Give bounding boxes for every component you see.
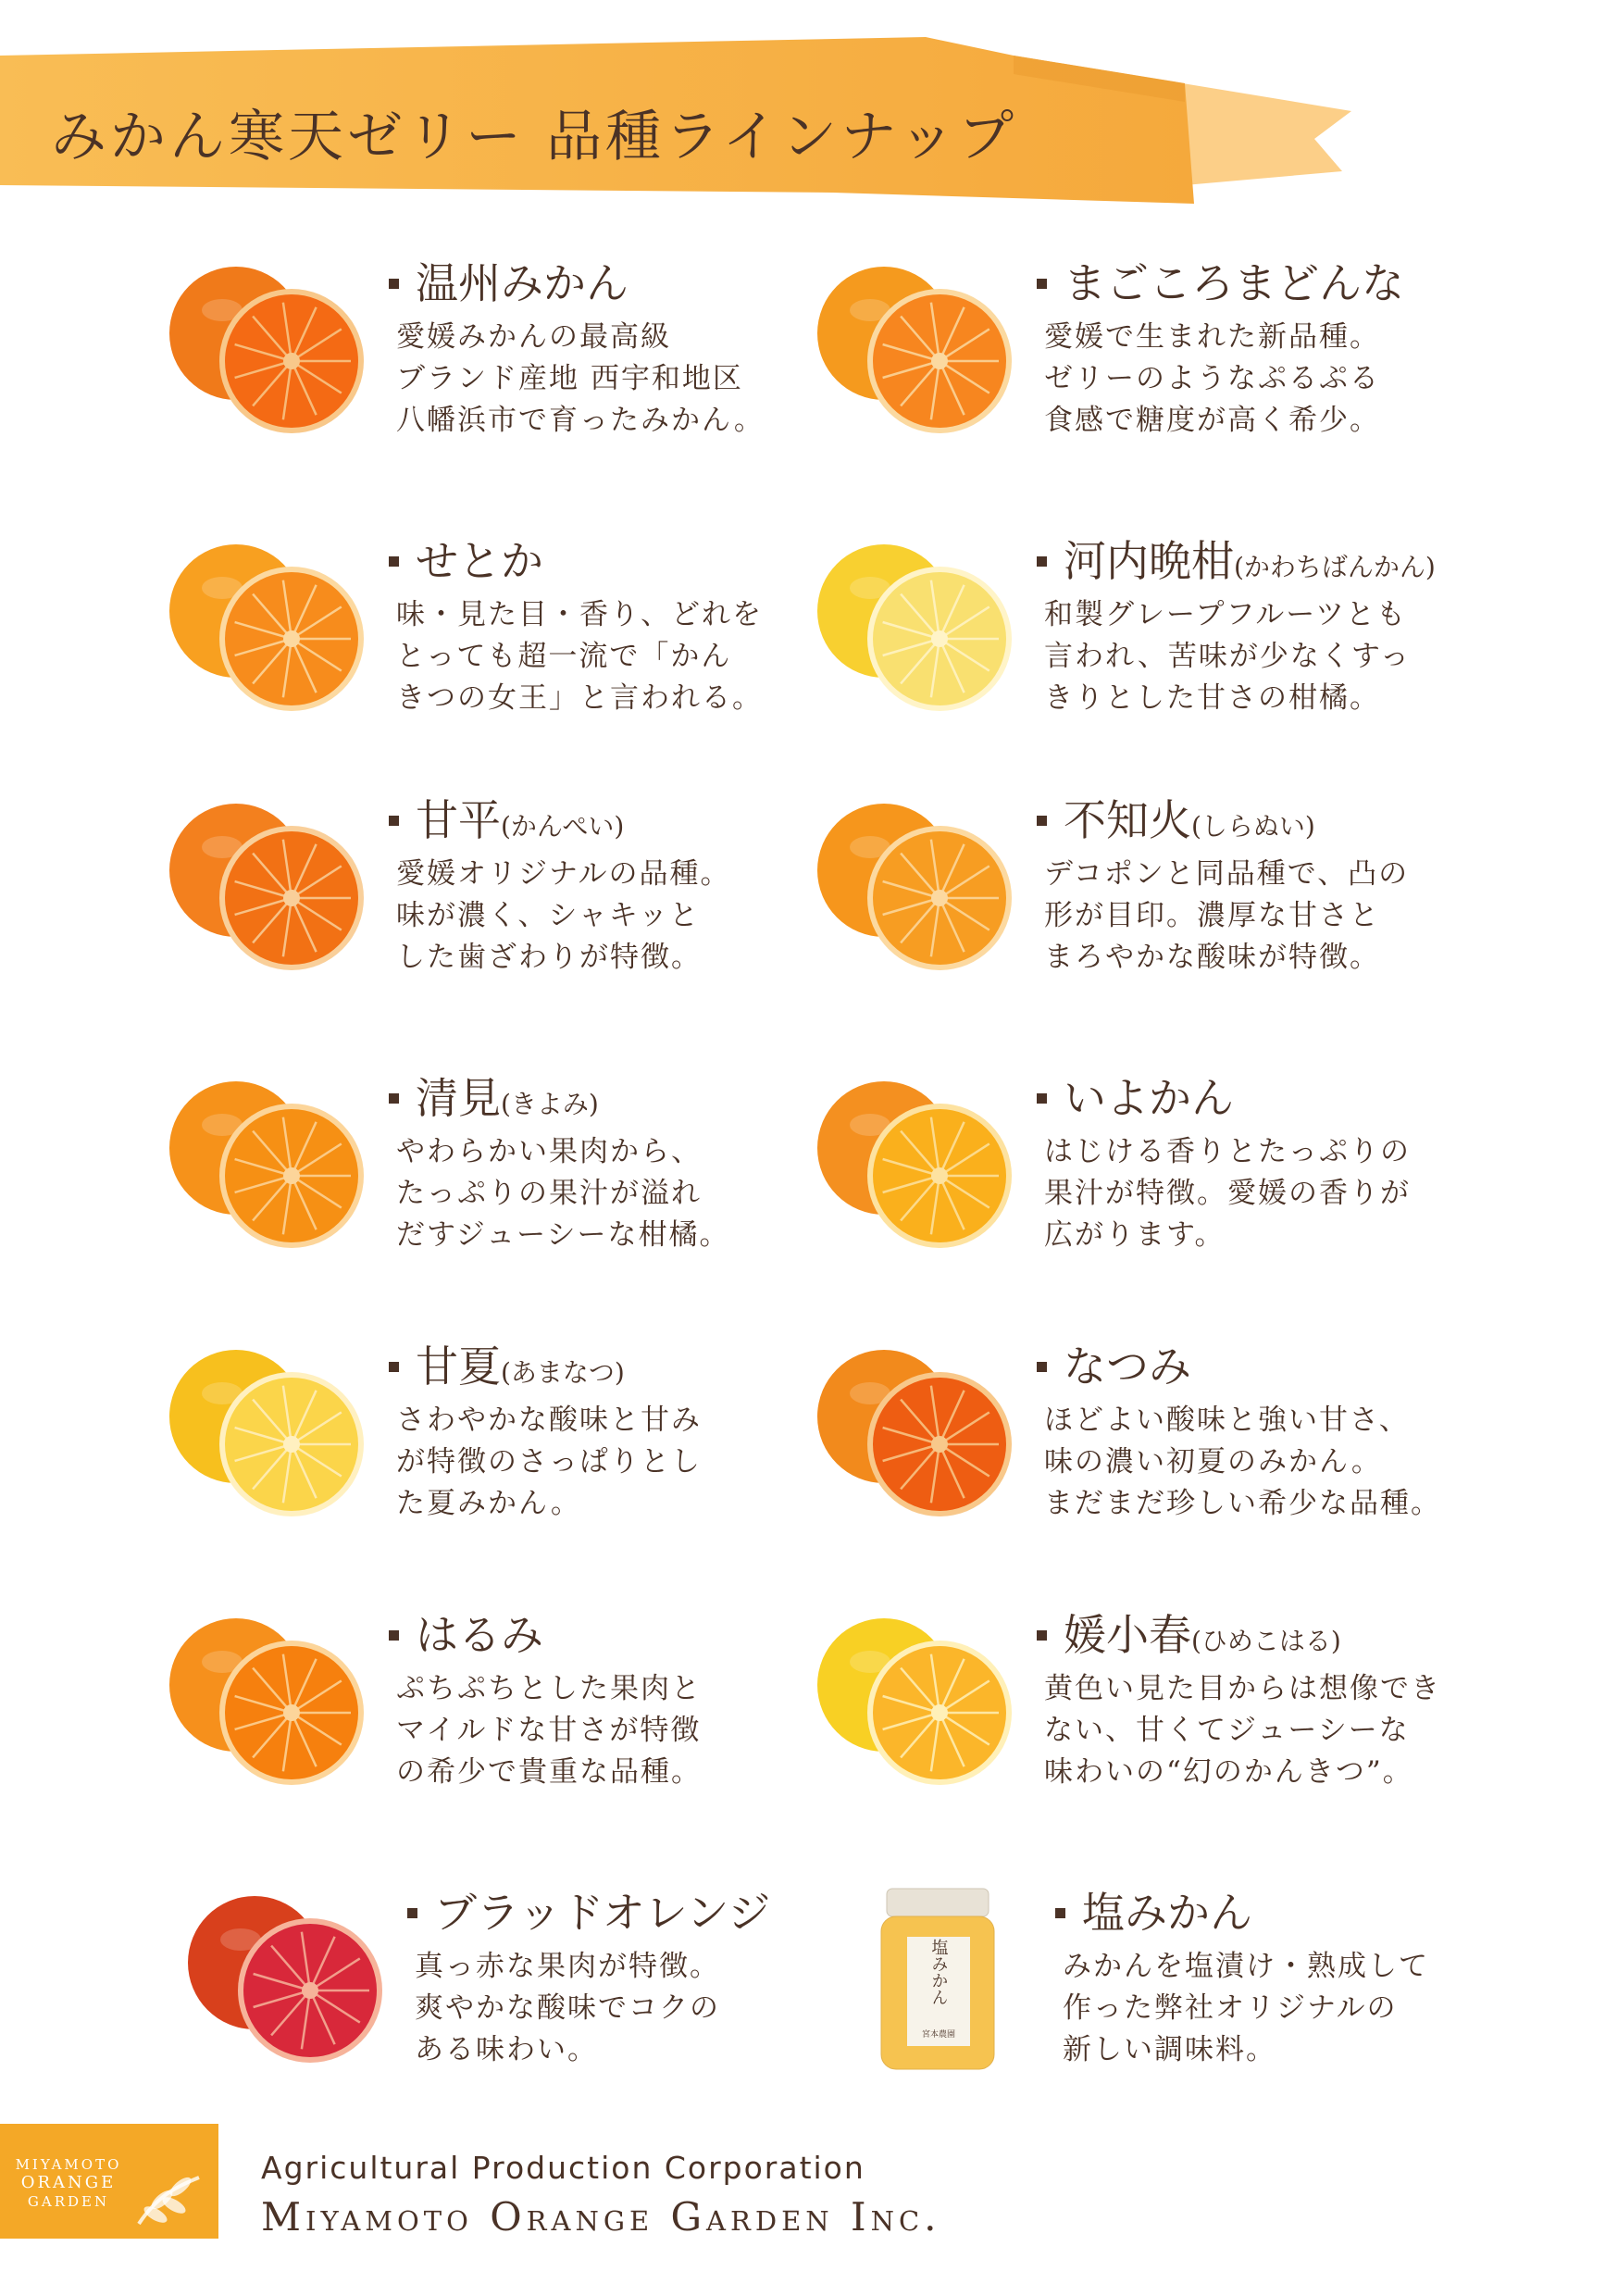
description-line: 味・見た目・香り、どれを <box>396 598 763 631</box>
description-line: はじける香りとたっぷりの <box>1044 1135 1411 1168</box>
bullet-icon <box>1055 1908 1065 1918</box>
bullet-icon <box>1037 1630 1047 1641</box>
description-line: デコポンと同品種で、凸の <box>1044 857 1410 891</box>
variety-description <box>396 594 763 719</box>
page-title: みかん寒天ゼリー 品種ラインナップ <box>51 105 1018 169</box>
description-line: 愛媛で生まれた新品種。 <box>1044 320 1380 354</box>
description-line: した歯ざわりが特徴。 <box>396 941 702 974</box>
variety-name: 甘平(かんぺい) <box>389 787 624 848</box>
description-line: 果汁が特徴。愛媛の香りが <box>1044 1177 1411 1210</box>
description-line: 形が目印。濃厚な甘さと <box>1044 899 1380 932</box>
description-line: マイルドな甘さが特徴 <box>396 1714 702 1747</box>
bullet-icon <box>407 1908 417 1918</box>
description-line: 八幡浜市で育ったみかん。 <box>396 404 765 437</box>
salt-mandarin-jar-icon <box>815 1879 1046 2083</box>
description-line: みかんを塩漬け・熟成して <box>1063 1950 1429 1983</box>
variety-item <box>796 1065 1592 1305</box>
variety-item <box>796 1333 1592 1574</box>
variety-name: なつみ <box>1037 1333 1191 1394</box>
description-line: ある味わい。 <box>415 2033 598 2066</box>
variety-description <box>396 1131 730 1256</box>
variety-description <box>1044 594 1411 719</box>
variety-description <box>396 1400 702 1525</box>
variety-description <box>396 317 765 442</box>
description-line: まろやかな酸味が特徴。 <box>1044 941 1380 974</box>
description-line: の希少で貴重な品種。 <box>396 1755 702 1789</box>
description-line: ない、甘くてジューシーな <box>1044 1714 1410 1747</box>
description-line: きりとした甘さの柑橘。 <box>1044 681 1380 715</box>
bullet-icon <box>389 1362 399 1372</box>
description-line: 広がります。 <box>1044 1218 1226 1252</box>
description-line: 爽やかな酸味でコクの <box>415 1991 720 2025</box>
variety-name: 媛小春(ひめこはる) <box>1037 1602 1341 1663</box>
description-line: 言われ、苦味が少なくすっ <box>1044 640 1411 673</box>
description-line: 愛媛オリジナルの品種。 <box>396 857 731 891</box>
kiyomi-icon <box>148 1065 380 1268</box>
description-line: 真っ赤な果肉が特徴。 <box>415 1950 720 1983</box>
description-line: まだまだ珍しい希少な品種。 <box>1044 1487 1441 1520</box>
variety-description <box>396 854 730 979</box>
description-line: 作った弊社オリジナルの <box>1063 1991 1398 2025</box>
madonna-orange-icon <box>796 250 1027 454</box>
variety-name: はるみ <box>389 1602 543 1663</box>
bullet-icon <box>389 816 399 826</box>
variety-name: 温州みかん <box>389 250 629 311</box>
satsuma-mandarin-icon <box>148 250 380 454</box>
description-line: とっても超一流で「かん <box>396 640 732 673</box>
variety-description <box>396 1668 702 1793</box>
variety-description <box>1044 1131 1411 1256</box>
company-name: Miyamoto Orange Garden Inc. <box>261 2194 941 2240</box>
bullet-icon <box>389 1630 399 1641</box>
description-line: だすジューシーな柑橘。 <box>396 1218 730 1252</box>
kanpei-icon <box>148 787 380 991</box>
description-line: たっぷりの果汁が溢れ <box>396 1177 702 1210</box>
description-line: やわらかい果肉から、 <box>396 1135 702 1168</box>
amanatsu-icon <box>148 1333 380 1537</box>
description-line: 味が濃く、シャキッと <box>396 899 701 932</box>
variety-description <box>415 1946 720 2071</box>
iyokan-icon <box>796 1065 1027 1268</box>
variety-description <box>1063 1946 1429 2071</box>
kawachi-bankan-icon <box>796 528 1027 731</box>
bullet-icon <box>1037 816 1047 826</box>
shiranui-icon <box>796 787 1027 991</box>
description-line: 新しい調味料。 <box>1063 2033 1276 2066</box>
variety-description <box>1044 1668 1441 1793</box>
variety-name: 甘夏(あまなつ) <box>389 1333 625 1394</box>
footer-logo: MIYAMOTO ORANGE GARDEN <box>15 2156 122 2210</box>
variety-item <box>796 250 1592 491</box>
blood-orange-icon <box>167 1879 398 2083</box>
description-line: た夏みかん。 <box>396 1487 581 1520</box>
variety-name: ブラッドオレンジ <box>407 1879 770 1940</box>
description-line: 和製グレープフルーツとも <box>1044 598 1407 631</box>
description-line: 愛媛みかんの最高級 <box>396 320 671 354</box>
bullet-icon <box>389 556 399 567</box>
description-line: 味わいの“幻のかんきつ”。 <box>1044 1755 1413 1789</box>
description-line: 黄色い見た目からは想像でき <box>1044 1672 1441 1705</box>
natsumi-icon <box>796 1333 1027 1537</box>
variety-item <box>796 1602 1592 1842</box>
variety-name: いよかん <box>1037 1065 1234 1126</box>
description-line: ほどよい酸味と強い甘さ、 <box>1044 1404 1410 1437</box>
variety-description <box>1044 1400 1441 1525</box>
variety-name: せとか <box>389 528 543 589</box>
description-line: さわやかな酸味と甘み <box>396 1404 702 1437</box>
bullet-icon <box>389 1093 399 1104</box>
description-line: きつの女王」と言われる。 <box>396 681 763 715</box>
description-line: 食感で糖度が高く希少。 <box>1044 404 1380 437</box>
variety-name: 不知火(しらぬい) <box>1037 787 1315 848</box>
svg-text:宮本農園: 宮本農園 <box>921 2030 956 2040</box>
variety-name: 河内晩柑(かわちばんかん) <box>1037 528 1436 589</box>
bullet-icon <box>1037 1362 1047 1372</box>
variety-description <box>1044 317 1380 442</box>
svg-text:塩みかん: 塩みかん <box>928 1939 949 2005</box>
setoka-icon <box>148 528 380 731</box>
description-line: ブランド産地 西宇和地区 <box>396 362 743 395</box>
variety-name: 塩みかん <box>1055 1879 1252 1940</box>
variety-item <box>796 528 1592 768</box>
bullet-icon <box>1037 1093 1047 1104</box>
variety-name: 清見(きよみ) <box>389 1065 599 1126</box>
description-line: 味の濃い初夏のみかん。 <box>1044 1445 1382 1479</box>
bullet-icon <box>389 279 399 289</box>
bullet-icon <box>1037 556 1047 567</box>
description-line: が特徴のさっぱりとし <box>396 1445 702 1479</box>
description-line: ゼリーのようなぷるぷる <box>1044 362 1380 395</box>
himekoharu-icon <box>796 1602 1027 1805</box>
description-line: ぷちぷちとした果肉と <box>396 1672 702 1705</box>
variety-item <box>796 787 1592 1028</box>
variety-description <box>1044 854 1409 979</box>
bullet-icon <box>1037 279 1047 289</box>
harumi-icon <box>148 1602 380 1805</box>
corporation-type: Agricultural Production Corporation <box>261 2150 865 2186</box>
variety-name: まごころまどんな <box>1037 250 1404 311</box>
variety-item <box>815 1879 1611 2120</box>
